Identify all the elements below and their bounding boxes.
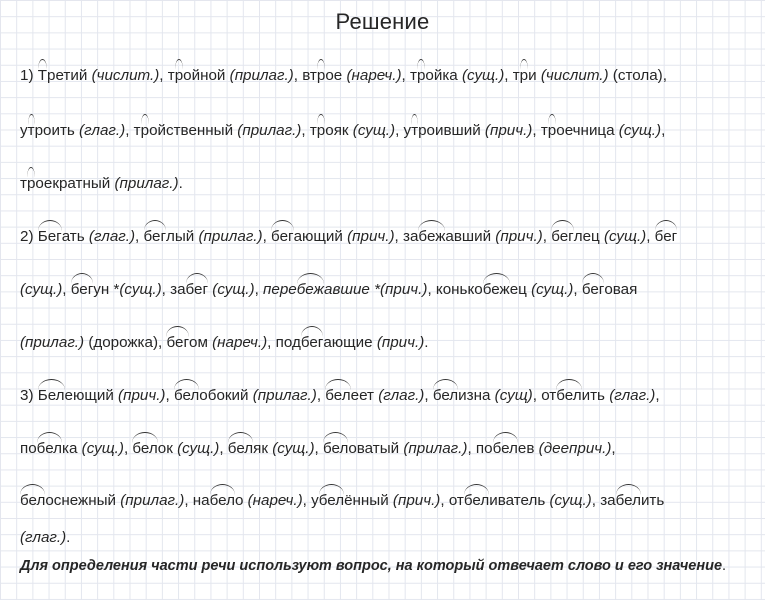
word-fragment: т <box>20 175 27 192</box>
root-with-arc: бел <box>492 440 518 457</box>
word-fragment: от <box>541 387 557 404</box>
root-with-arc: Т <box>37 67 48 84</box>
root-with-arc: р <box>416 67 426 84</box>
word-fragment: . <box>66 529 71 546</box>
word-fragment: , <box>62 281 71 298</box>
part-of-speech-label: (сущ.) <box>20 281 63 298</box>
word-fragment: як <box>253 440 273 457</box>
note-text <box>20 558 726 574</box>
part-of-speech-label: (сущ.) <box>81 440 124 457</box>
root-with-arc: р <box>316 67 326 84</box>
root-with-arc: бел <box>463 492 490 509</box>
part-of-speech-label: (прич.) <box>484 122 533 139</box>
part-of-speech-label: (сущ) <box>494 387 533 404</box>
root-with-arc: бег <box>654 228 678 245</box>
part-of-speech-label: (прич.) <box>118 387 166 404</box>
word-fragment: 1) <box>20 67 38 84</box>
solution-line <box>20 528 765 548</box>
part-of-speech-label: (сущ.) <box>461 67 505 84</box>
solution-line <box>20 227 765 247</box>
word-fragment: 2) <box>20 228 38 245</box>
word-fragment: обокий <box>199 387 253 404</box>
root-with-arc: р <box>547 122 557 139</box>
word-fragment: ом <box>189 334 213 351</box>
word-fragment: т <box>409 67 417 84</box>
word-fragment: ойственный <box>149 122 238 139</box>
word-fragment: по <box>475 440 493 457</box>
root-with-arc: бег <box>70 281 94 298</box>
word-fragment: о <box>234 492 248 509</box>
word-fragment: . <box>424 334 429 351</box>
word-fragment: , <box>159 67 168 84</box>
solution-line <box>20 439 765 459</box>
root-with-arc: бел <box>556 387 582 404</box>
word-fragment: , <box>467 440 476 457</box>
root-with-arc: бел <box>227 440 254 457</box>
part-of-speech-label: (числит.) <box>540 67 609 84</box>
part-of-speech-label: (сущ.) <box>177 440 220 457</box>
root-with-arc: бег <box>271 228 294 245</box>
part-of-speech-label: (прич.) <box>376 334 425 351</box>
part-of-speech-label: (прич.) <box>347 228 395 245</box>
root-with-arc: бел <box>36 440 63 457</box>
word-fragment: ец <box>509 281 532 298</box>
word-fragment: , <box>532 122 541 139</box>
word-fragment: , <box>542 228 552 245</box>
word-fragment: по <box>20 440 37 457</box>
word-fragment: , <box>267 334 276 351</box>
word-fragment: еет <box>350 387 379 404</box>
word-fragment: еющий <box>64 387 119 404</box>
word-fragment: оснежный <box>45 492 121 509</box>
word-fragment: ить <box>581 387 610 404</box>
root-with-arc: бег <box>581 281 605 298</box>
word-fragment: у <box>311 492 319 509</box>
word-fragment: ающие <box>323 334 377 351</box>
part-of-speech-label: (прилаг.) <box>237 122 302 139</box>
part-of-speech-label: (сущ.) <box>272 440 315 457</box>
word-fragment: изна <box>458 387 495 404</box>
part-of-speech-label: (прилаг.) <box>403 440 468 457</box>
word-fragment: лый <box>166 228 199 245</box>
root-with-arc: беж <box>296 281 324 298</box>
word-fragment: , <box>184 492 193 509</box>
word-fragment: , <box>401 67 410 84</box>
part-of-speech-label: (глаг.) <box>88 228 136 245</box>
word-fragment: под <box>275 334 301 351</box>
root-with-arc: бел <box>173 387 200 404</box>
word-fragment: (стола), <box>608 67 667 84</box>
part-of-speech-label: (прилаг.) <box>120 492 185 509</box>
solution-line <box>20 333 765 353</box>
part-of-speech-label: (нареч.) <box>346 67 402 84</box>
word-fragment: т <box>167 67 175 84</box>
root-with-arc: р <box>174 67 184 84</box>
word-fragment: у <box>403 122 412 139</box>
root-with-arc: Бел <box>37 387 65 404</box>
root-with-arc: р <box>140 122 150 139</box>
part-of-speech-label: авшие *(прич.) <box>324 281 428 298</box>
part-of-speech-label: (прилаг.) <box>114 175 179 192</box>
root-with-arc: беж <box>418 228 446 245</box>
root-with-arc: Бег <box>37 228 62 245</box>
word-fragment: т <box>512 67 520 84</box>
word-fragment: . <box>178 175 183 192</box>
part-of-speech-label: пере <box>263 281 297 298</box>
word-fragment: , <box>301 122 310 139</box>
root-with-arc: бег <box>143 228 167 245</box>
solution-line <box>20 121 765 141</box>
part-of-speech-label: (глаг.) <box>20 529 67 546</box>
root-with-arc: т <box>411 122 419 139</box>
word-fragment: , <box>293 67 303 84</box>
part-of-speech-label: (прилаг.) <box>198 228 263 245</box>
word-fragment: ояк <box>325 122 353 139</box>
word-fragment: , <box>424 387 433 404</box>
part-of-speech-label: (сущ.) <box>119 281 162 298</box>
note-main: Для определения части речи используют вопрос, на который отвечает слово и его значение <box>20 558 723 574</box>
word-fragment: за <box>403 228 419 245</box>
word-fragment: , <box>395 122 404 139</box>
word-fragment: ун * <box>93 281 120 298</box>
word-fragment: , <box>440 492 449 509</box>
word-fragment: лец <box>573 228 604 245</box>
word-fragment: ок <box>157 440 178 457</box>
word-fragment: (дорожка), <box>84 334 167 351</box>
part-of-speech-label: (прич.) <box>495 228 543 245</box>
root-with-arc: бел <box>325 387 351 404</box>
root-with-arc: р <box>316 122 326 139</box>
word-fragment: , <box>314 440 323 457</box>
root-with-arc: бег <box>551 228 574 245</box>
word-fragment: , <box>646 228 655 245</box>
word-fragment: , <box>125 122 134 139</box>
word-fragment: на <box>192 492 210 509</box>
root-with-arc: бел <box>20 492 46 509</box>
solution-line <box>20 491 765 511</box>
word-fragment: ающий <box>293 228 348 245</box>
root-with-arc: бел <box>209 492 235 509</box>
root-with-arc: р <box>519 67 529 84</box>
root-with-arc: беж <box>482 281 510 298</box>
part-of-speech-label: (сущ.) <box>549 492 592 509</box>
word-fragment: ретий <box>47 67 92 84</box>
word-fragment: ойка <box>425 67 462 84</box>
word-fragment: , <box>611 440 616 457</box>
word-fragment: ать <box>61 228 89 245</box>
part-of-speech-label: (прилаг.) <box>20 334 85 351</box>
word-fragment: ить <box>640 492 665 509</box>
part-of-speech-label: (глаг.) <box>79 122 126 139</box>
word-fragment: , <box>161 281 171 298</box>
word-fragment: , <box>591 492 601 509</box>
part-of-speech-label: (прич.) <box>392 492 441 509</box>
solution-line <box>20 280 765 300</box>
part-of-speech-label: (прилаг.) <box>252 387 317 404</box>
word-fragment: оекратный <box>35 175 115 192</box>
word-fragment: , <box>655 387 660 404</box>
word-fragment: оватый <box>348 440 404 457</box>
word-fragment: ённый <box>344 492 393 509</box>
part-of-speech-label: (сущ.) <box>212 281 255 298</box>
word-fragment: оечница <box>556 122 619 139</box>
word-fragment: у <box>20 122 28 139</box>
word-fragment: , <box>135 228 144 245</box>
word-fragment: , <box>165 387 174 404</box>
word-fragment: ев <box>517 440 539 457</box>
word-fragment: вт <box>302 67 317 84</box>
word-fragment: , <box>573 281 582 298</box>
part-of-speech-label: (сущ.) <box>603 228 647 245</box>
word-fragment: авший <box>445 228 496 245</box>
word-fragment: 3) <box>20 387 38 404</box>
word-fragment: , <box>316 387 326 404</box>
part-of-speech-label: (числит.) <box>91 67 160 84</box>
word-fragment: , <box>532 387 542 404</box>
word-fragment: т <box>309 122 317 139</box>
word-fragment: роивший <box>418 122 485 139</box>
part-of-speech-label: (глаг.) <box>609 387 656 404</box>
part-of-speech-label: (сущ.) <box>618 122 662 139</box>
part-of-speech-label: (сущ.) <box>531 281 574 298</box>
root-with-arc: бег <box>166 334 189 351</box>
root-with-arc: бел <box>432 387 459 404</box>
word-fragment: , <box>262 228 272 245</box>
root-with-arc: бел <box>318 492 345 509</box>
word-fragment: , <box>302 492 312 509</box>
word-fragment: , <box>661 122 666 139</box>
root-with-arc: бег <box>300 334 324 351</box>
word-fragment: иватель <box>489 492 550 509</box>
word-fragment: , <box>427 281 436 298</box>
word-fragment: ойной <box>183 67 230 84</box>
word-fragment: овая <box>604 281 638 298</box>
part-of-speech-label: (глаг.) <box>378 387 425 404</box>
word-fragment: роить <box>34 122 80 139</box>
word-fragment: за <box>170 281 186 298</box>
root-with-arc: бел <box>132 440 158 457</box>
root-with-arc: бел <box>615 492 641 509</box>
part-of-speech-label: (нареч.) <box>212 334 268 351</box>
word-fragment: конько <box>435 281 483 298</box>
word-fragment: , <box>504 67 513 84</box>
word-fragment: , <box>123 440 133 457</box>
note-period: . <box>722 558 727 574</box>
page-title: Решение <box>335 9 430 34</box>
word-fragment: т <box>540 122 548 139</box>
word-fragment: , <box>394 228 403 245</box>
word-fragment: ка <box>62 440 82 457</box>
solution-line <box>20 66 765 86</box>
part-of-speech-label: (прилаг.) <box>229 67 294 84</box>
root-with-arc: бег <box>185 281 209 298</box>
word-fragment: т <box>133 122 141 139</box>
word-fragment: и <box>528 67 541 84</box>
part-of-speech-label: (нареч.) <box>247 492 303 509</box>
word-fragment: за <box>600 492 616 509</box>
word-fragment: от <box>448 492 464 509</box>
part-of-speech-label: (дееприч.) <box>538 440 612 457</box>
word-fragment: ое <box>325 67 347 84</box>
solution-line <box>20 174 765 194</box>
root-with-arc: р <box>26 175 36 192</box>
solution-line <box>20 386 765 406</box>
word-fragment: , <box>254 281 264 298</box>
root-with-arc: т <box>27 122 35 139</box>
root-with-arc: бел <box>322 440 349 457</box>
word-fragment: , <box>219 440 228 457</box>
part-of-speech-label: (сущ.) <box>352 122 396 139</box>
